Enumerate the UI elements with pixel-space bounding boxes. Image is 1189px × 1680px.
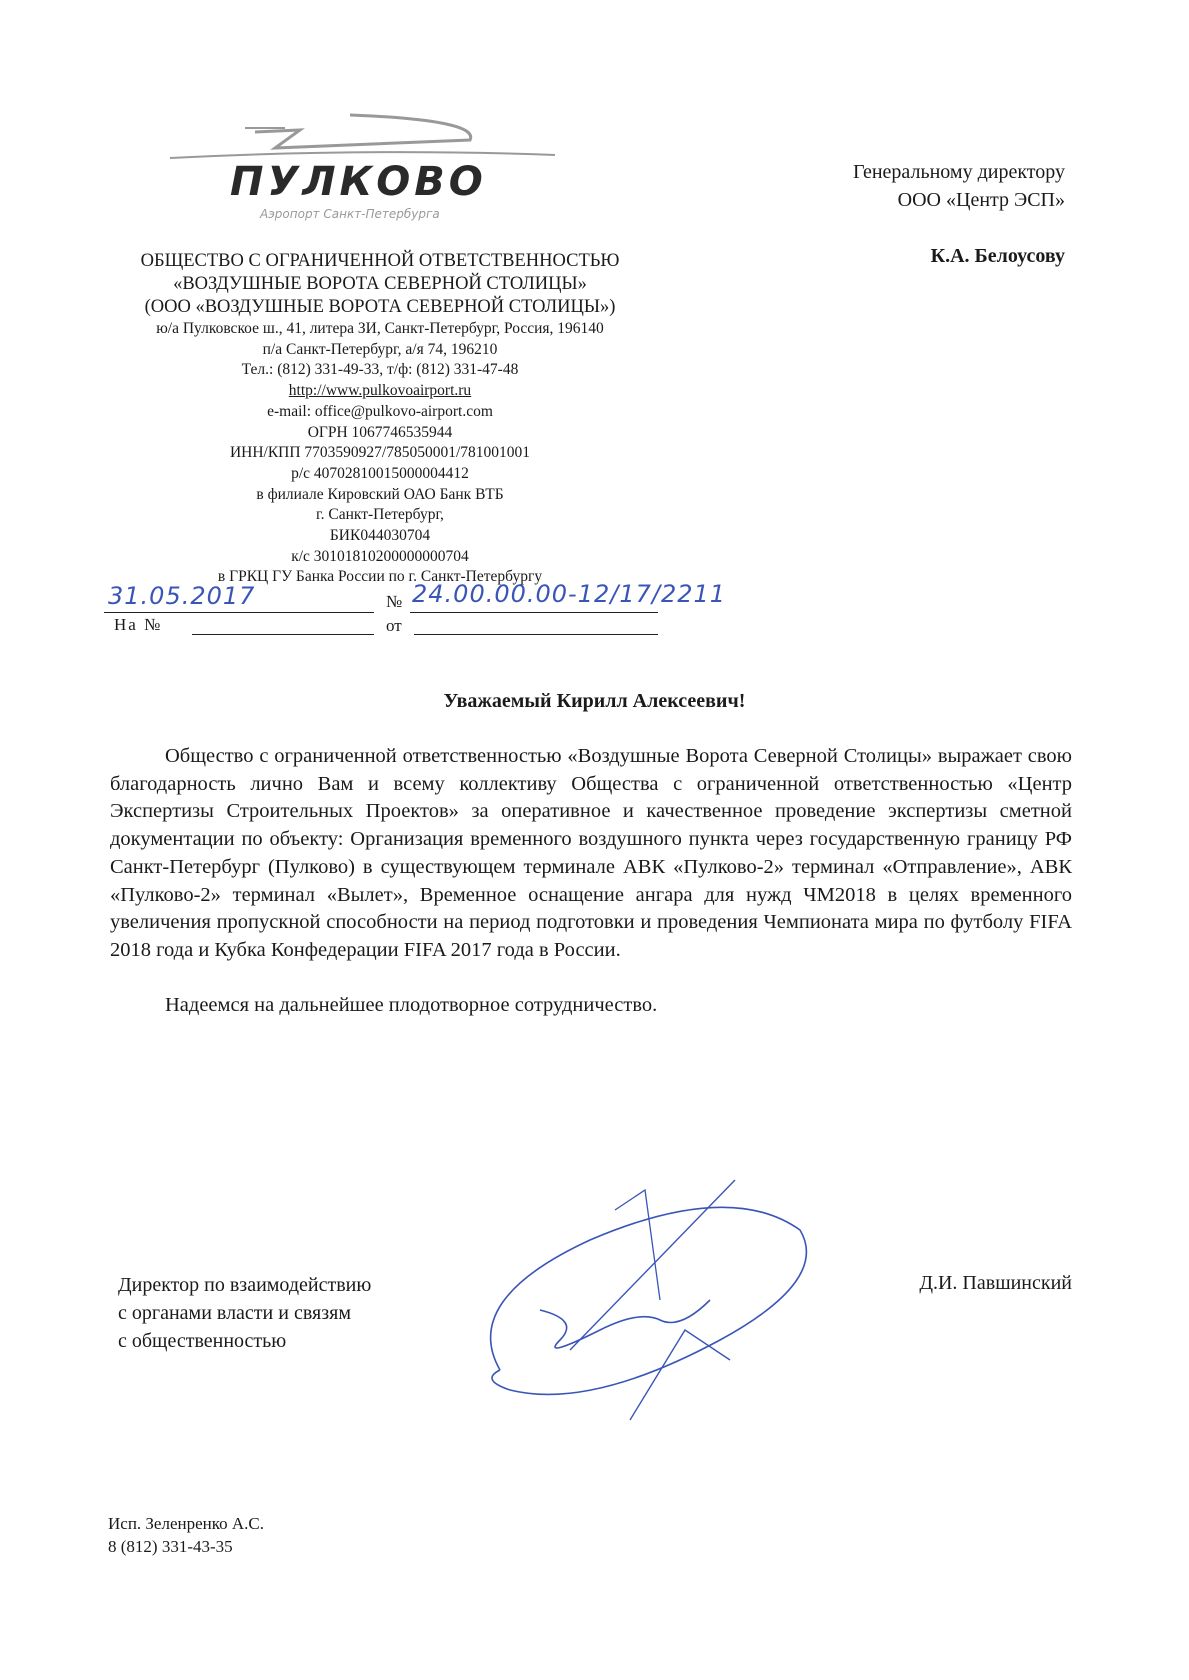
legal-address: ю/а Пулковское ш., 41, литера ЗИ, Санкт-Петербург, Россия, 196140: [156, 320, 604, 337]
recipient-name: К.А. Белоусову: [930, 245, 1065, 267]
from-label: от: [386, 616, 402, 635]
reply-date-line: [414, 634, 658, 635]
reply-number-line: [192, 634, 374, 635]
svg-text:ПУЛКОВО: ПУЛКОВО: [230, 159, 487, 205]
handwritten-signature-icon: [470, 1170, 870, 1430]
ogrn: ОГРН 1067746535944: [307, 423, 453, 441]
inn-kpp: ИНН/КПП 7703590927/785050001/781001001: [229, 444, 531, 462]
rkc: в ГРКЦ ГУ Банка России по г. Санкт-Петербургу: [217, 568, 543, 586]
org-name-line: ОБЩЕСТВО С ОГРАНИЧЕННОЙ ОТВЕТСТВЕННОСТЬЮ: [140, 251, 620, 271]
executor-name: Исп. Зеленренко А.С.: [108, 1514, 265, 1533]
salutation: Уважаемый Кирилл Алексеевич!: [443, 690, 746, 712]
date-line: [104, 612, 374, 613]
phone: Тел.: (812) 331-49-33, т/ф: (812) 331-47-48: [241, 361, 519, 379]
recipient: [760, 158, 1065, 270]
executor-info: [108, 1512, 264, 1558]
letter-body: [110, 743, 1072, 1019]
signatory-title: [118, 1271, 371, 1355]
pulkovo-logo: [170, 110, 600, 230]
recipient-position: Генеральному директору: [852, 161, 1065, 183]
org-name-line: (ООО «ВОЗДУШНЫЕ ВОРОТА СЕВЕРНОЙ СТОЛИЦЫ»): [144, 297, 616, 317]
body-paragraph: Надеемся на дальнейшее плодотворное сотрудничество.: [165, 993, 658, 1016]
executor-phone: 8 (812) 331-43-35: [108, 1537, 233, 1556]
account: р/с 40702810015000004412: [291, 464, 469, 482]
reply-label: На №: [114, 615, 163, 634]
email: e-mail: office@pulkovo-airport.com: [267, 402, 493, 420]
svg-text:Аэропорт Санкт-Петербурга: Аэропорт Санкт-Петербурга: [260, 207, 440, 221]
outgoing-number: 24.00.00.00-12/17/2211: [412, 580, 727, 608]
signatory-name: Д.И. Павшинский: [919, 1272, 1072, 1294]
logo-swoosh-icon: [170, 110, 600, 230]
recipient-company: ООО «Центр ЭСП»: [897, 189, 1065, 211]
title-line: с органами власти и связям: [118, 1302, 351, 1324]
bank: в филиале Кировский ОАО Банк ВТБ: [256, 485, 504, 503]
outgoing-date: 31.05.2017: [108, 582, 256, 610]
org-name-line: «ВОЗДУШНЫЕ ВОРОТА СЕВЕРНОЙ СТОЛИЦЫ»: [173, 274, 587, 294]
postal-address: п/а Санкт-Петербург, а/я 74, 196210: [262, 340, 498, 358]
bik: БИК044030704: [329, 527, 431, 545]
sender-details: [100, 250, 660, 588]
body-paragraph: Общество с ограниченной ответственностью «Воздушные Ворота Северной Столицы» выражает свою благодарность лично Вам и всему коллективу Общества с ограниченной ответственностью «Центр Экспертизы Строительных Проектов» за оперативное и качественное проведение экспертизы сметной документации по объекту: Организация временного воздушного пункта через государственную границу РФ Санкт-Петербург (Пулково) в существующем терминале АВК «Пулково-2» терминал «Отправление», АВК «Пулково-2» терминал «Вылет», Временное оснащение ангара для нужд ЧМ2018 в целях временного увеличения пропускной способности на период подготовки и проведения Чемпионата мира по футболу FIFA 2018 года и Кубка Конфедерации FIFA 2017 года в России.: [110, 745, 1072, 961]
title-line: Директор по взаимодействию: [118, 1274, 372, 1296]
number-line: [410, 612, 658, 613]
number-label: №: [386, 592, 403, 611]
bank-city: г. Санкт-Петербург,: [316, 506, 444, 524]
website-link[interactable]: http://www.pulkovoairport.ru: [288, 382, 472, 400]
corr-account: к/с 30101810200000000704: [291, 547, 469, 565]
title-line: с общественностью: [118, 1330, 287, 1352]
